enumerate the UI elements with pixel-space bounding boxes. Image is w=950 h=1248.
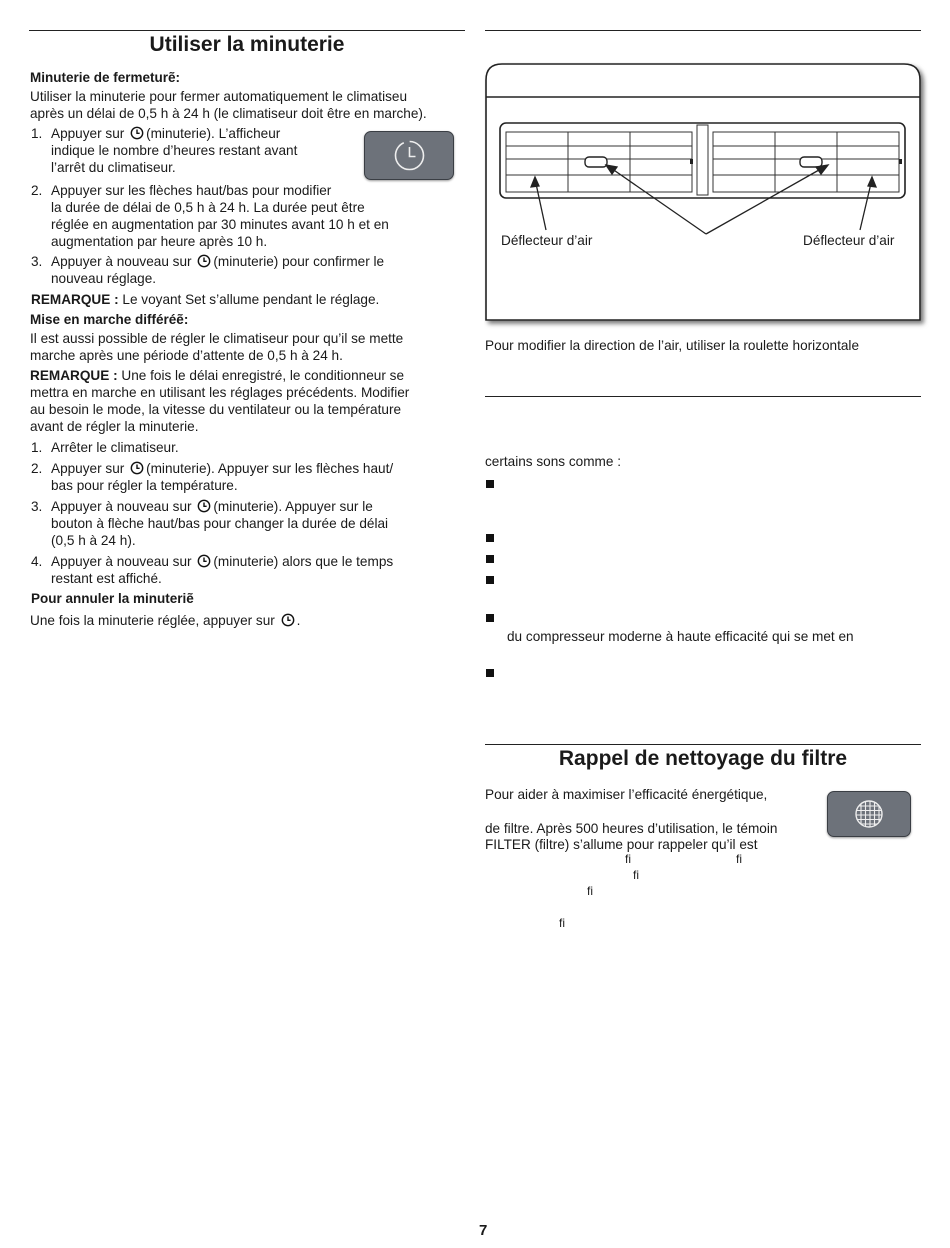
timer-icon [130,461,144,475]
timer-icon [197,254,211,268]
timer-icon [393,139,426,172]
step-text: réglée en augmentation par 30 minutes avant 10 h et en [51,217,389,232]
timer-icon [281,613,295,627]
step-number: 2. [31,461,43,476]
step-number: 3. [31,254,43,269]
remark-label: REMARQUE : [30,368,118,383]
deflector-label-right: Déflecteur d’air [803,233,895,248]
delay-step-1 [31,439,451,457]
remark-delayed-start [30,367,409,435]
ligature-fi: fi [559,916,565,930]
step-number: 4. [31,554,43,569]
ligature-fi: fi [587,884,593,898]
step-text: Appuyer à nouveau sur [51,499,192,514]
step-text: la durée de délai de 0,5 h à 24 h. La durée peut être [51,200,365,215]
step-text: nouveau réglage. [51,271,157,286]
paragraph-line: après un délai de 0,5 h à 24 h (le climatiseur doit être en marche). [30,106,427,121]
delay-step-3 [31,498,451,552]
filter-globe-icon [853,798,885,830]
step-text: (minuterie). L’afficheur [146,126,281,141]
bullet [486,669,494,677]
remark-text: avant de régler la minuterie. [30,419,199,434]
step-text: (minuterie). Appuyer sur le [213,499,373,514]
step-text: restant est affiché. [51,571,162,586]
remark-text: Une fois le délai enregistré, le conditionneur se [121,368,405,383]
right-top-rule [485,30,921,31]
step-text: bouton à flèche haut/bas pour changer la durée de délai [51,516,389,531]
ligature-fi: fi [625,852,631,866]
paragraph-line: Il est aussi possible de régler le climatiseur pour qu’il se mette [30,331,404,346]
sounds-section-rule [485,396,921,397]
shutoff-step-2 [31,182,451,252]
step-number: 1. [31,440,43,455]
step-number: 2. [31,183,43,198]
remark-set-light [31,291,379,308]
ligature-fi: fi [736,852,742,866]
filter-button-illustration [827,791,911,837]
step-number: 3. [31,499,43,514]
deflector-label-left: Déflecteur d’air [501,233,593,248]
shutoff-timer-heading: Minuterie de fermeturẽ: [30,70,181,85]
paragraph-line: marche après une période d’attente de 0,5 h à 24 h. [30,348,343,363]
page-number: 7 [479,1222,488,1239]
cancel-timer-text: Une fois la minuterie réglée, appuyer sur . [30,613,301,628]
shutoff-step-3 [31,253,451,289]
shutoff-step-1 [31,125,361,179]
left-top-rule [29,30,465,31]
filter-section-rule [485,744,921,745]
step-text: (0,5 h à 24 h). [51,533,136,548]
step-text: (minuterie). Appuyer sur les flèches haut/ [146,461,394,476]
step-text: indique le nombre d’heures restant avant [51,143,298,158]
step-text: bas pour régler la température. [51,478,238,493]
step-text: Appuyer sur [51,461,125,476]
paragraph-line: Utiliser la minuterie pour fermer automatiquement le climatiseu [30,89,408,104]
delay-step-2 [31,460,451,496]
bullet [486,480,494,488]
filter-line-1: Pour aider à maximiser l’efficacité énergétique, [485,787,768,802]
bullet [486,534,494,542]
air-direction-caption: Pour modifier la direction de l’air, utiliser la roulette horizontale [485,338,860,353]
delay-step-4 [31,553,451,589]
compressor-sound-text: du compresseur moderne à haute efficacité qui se met en [507,629,854,644]
step-text: l’arrêt du climatiseur. [51,160,176,175]
timer-icon [197,554,211,568]
timer-button-illustration [364,131,454,180]
timer-icon [197,499,211,513]
remark-label: REMARQUE : [31,292,119,307]
bullet [486,576,494,584]
cancel-text: Une fois la minuterie réglée, appuyer sur [30,613,275,628]
remark-text: Le voyant Set s’allume pendant le réglage. [122,292,380,307]
shutoff-timer-paragraph [30,88,427,122]
step-text: Appuyer à nouveau sur [51,554,192,569]
delayed-start-heading: Mise en marche différéẽ: [30,312,189,327]
step-number: 1. [31,126,43,141]
timer-section-title: Utiliser la minuterie [149,33,345,56]
step-text: (minuterie) pour confirmer le [213,254,385,269]
ligature-fi: fi [633,868,639,882]
air-deflector-diagram [484,62,930,332]
step-text: augmentation par heure après 10 h. [51,234,268,249]
filter-line-2: de filtre. Après 500 heures d’utilisation, le témoin [485,821,778,836]
remark-text: mettra en marche en utilisant les réglages précédents. Modifier [30,385,410,400]
timer-icon [130,126,144,140]
sounds-intro: certains sons comme : [485,454,621,469]
bullet [486,614,494,622]
step-text: Appuyer sur [51,126,125,141]
step-text: Arrêter le climatiseur. [51,440,179,455]
bullet [486,555,494,563]
step-text: Appuyer sur les flèches haut/bas pour modifier [51,183,332,198]
cancel-timer-heading: Pour annuler la minuteriẽ [31,591,194,606]
filter-reminder-title: Rappel de nettoyage du filtre [558,747,848,770]
remark-text: au besoin le mode, la vitesse du ventilateur ou la température [30,402,402,417]
step-text: (minuterie) alors que le temps [213,554,394,569]
step-text: Appuyer à nouveau sur [51,254,192,269]
delayed-start-paragraph [30,330,403,364]
filter-line-3: FILTER (filtre) s’allume pour rappeler qu’il est [485,837,758,852]
